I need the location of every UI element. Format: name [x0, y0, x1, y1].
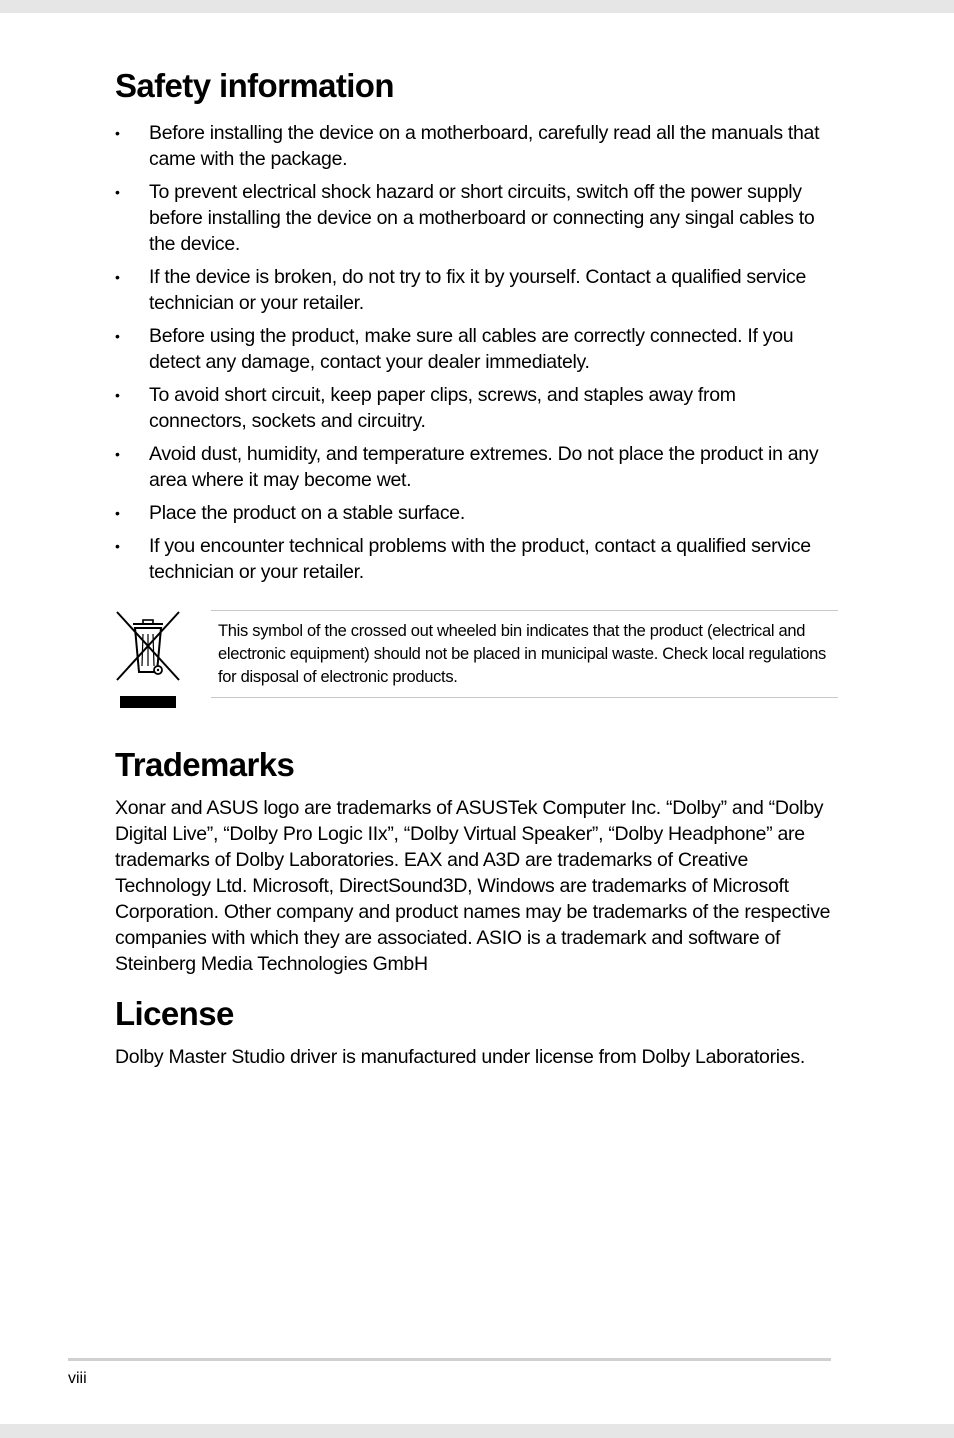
bullet-marker: •	[115, 184, 120, 200]
license-heading: License	[115, 995, 234, 1032]
list-item	[115, 179, 835, 257]
document-page	[0, 13, 954, 1424]
list-item	[115, 264, 835, 316]
bullet-marker: •	[115, 125, 120, 141]
list-item	[115, 120, 835, 172]
list-item	[115, 533, 835, 585]
license-paragraph: Dolby Master Studio driver is manufactured under license from Dolby Laboratories.	[115, 1046, 805, 1068]
list-item	[115, 382, 835, 434]
list-item	[115, 323, 835, 375]
footer-divider	[68, 1358, 831, 1361]
list-item-text: Before using the product, make sure all cables are correctly connected. If you detect any damage, contact your dealer immediately.	[149, 325, 794, 373]
bullet-marker: •	[115, 387, 120, 403]
safety-heading: Safety information	[115, 67, 394, 104]
bullet-marker: •	[115, 505, 120, 521]
list-item-text: To prevent electrical shock hazard or short circuits, switch off the power supply before installing the device on a motherboard or connecting any singal cables to the device.	[149, 181, 815, 255]
list-item-text: To avoid short circuit, keep paper clips, screws, and staples away from connectors, sockets and circuitry.	[149, 384, 736, 432]
crossed-wheeled-bin-icon	[115, 610, 181, 710]
safety-list	[115, 120, 835, 592]
list-item-text: Place the product on a stable surface.	[149, 502, 465, 524]
trademarks-heading: Trademarks	[115, 746, 295, 783]
bullet-marker: •	[115, 446, 120, 462]
notice-text: This symbol of the crossed out wheeled bin indicates that the product (electrical and electronic equipment) should not be placed in municipal waste. Check local regulations for disposal of electronic products.	[211, 610, 838, 698]
bullet-marker: •	[115, 328, 120, 344]
list-item-text: Avoid dust, humidity, and temperature extremes. Do not place the product in any area where it may become wet.	[149, 443, 819, 491]
trademarks-paragraph: Xonar and ASUS logo are trademarks of ASUSTek Computer Inc. “Dolby” and “Dolby Digital Live”, “Dolby Pro Logic IIx”, “Dolby Virtual Speaker”, “Dolby Headphone” are trademarks of Dolby Laboratories. EAX and A3D are trademarks of Creative Technology Ltd. Microsoft, DirectSound3D, Windows are trademarks of Microsoft Corporation. Other company and product names may be trademarks of the respective companies with which they are associated. ASIO is a trademark and software of Steinberg Media Technologies GmbH	[115, 797, 831, 975]
list-item	[115, 441, 835, 493]
page-number: viii	[68, 1370, 87, 1387]
list-item-text: If you encounter technical problems with the product, contact a qualified service technician or your retailer.	[149, 535, 811, 583]
list-item-text: Before installing the device on a motherboard, carefully read all the manuals that came with the package.	[149, 122, 820, 170]
bullet-marker: •	[115, 538, 120, 554]
bullet-marker: •	[115, 269, 120, 285]
list-item	[115, 500, 835, 526]
list-item-text: If the device is broken, do not try to fix it by yourself. Contact a qualified service technician or your retailer.	[149, 266, 807, 314]
weee-notice	[115, 610, 833, 710]
